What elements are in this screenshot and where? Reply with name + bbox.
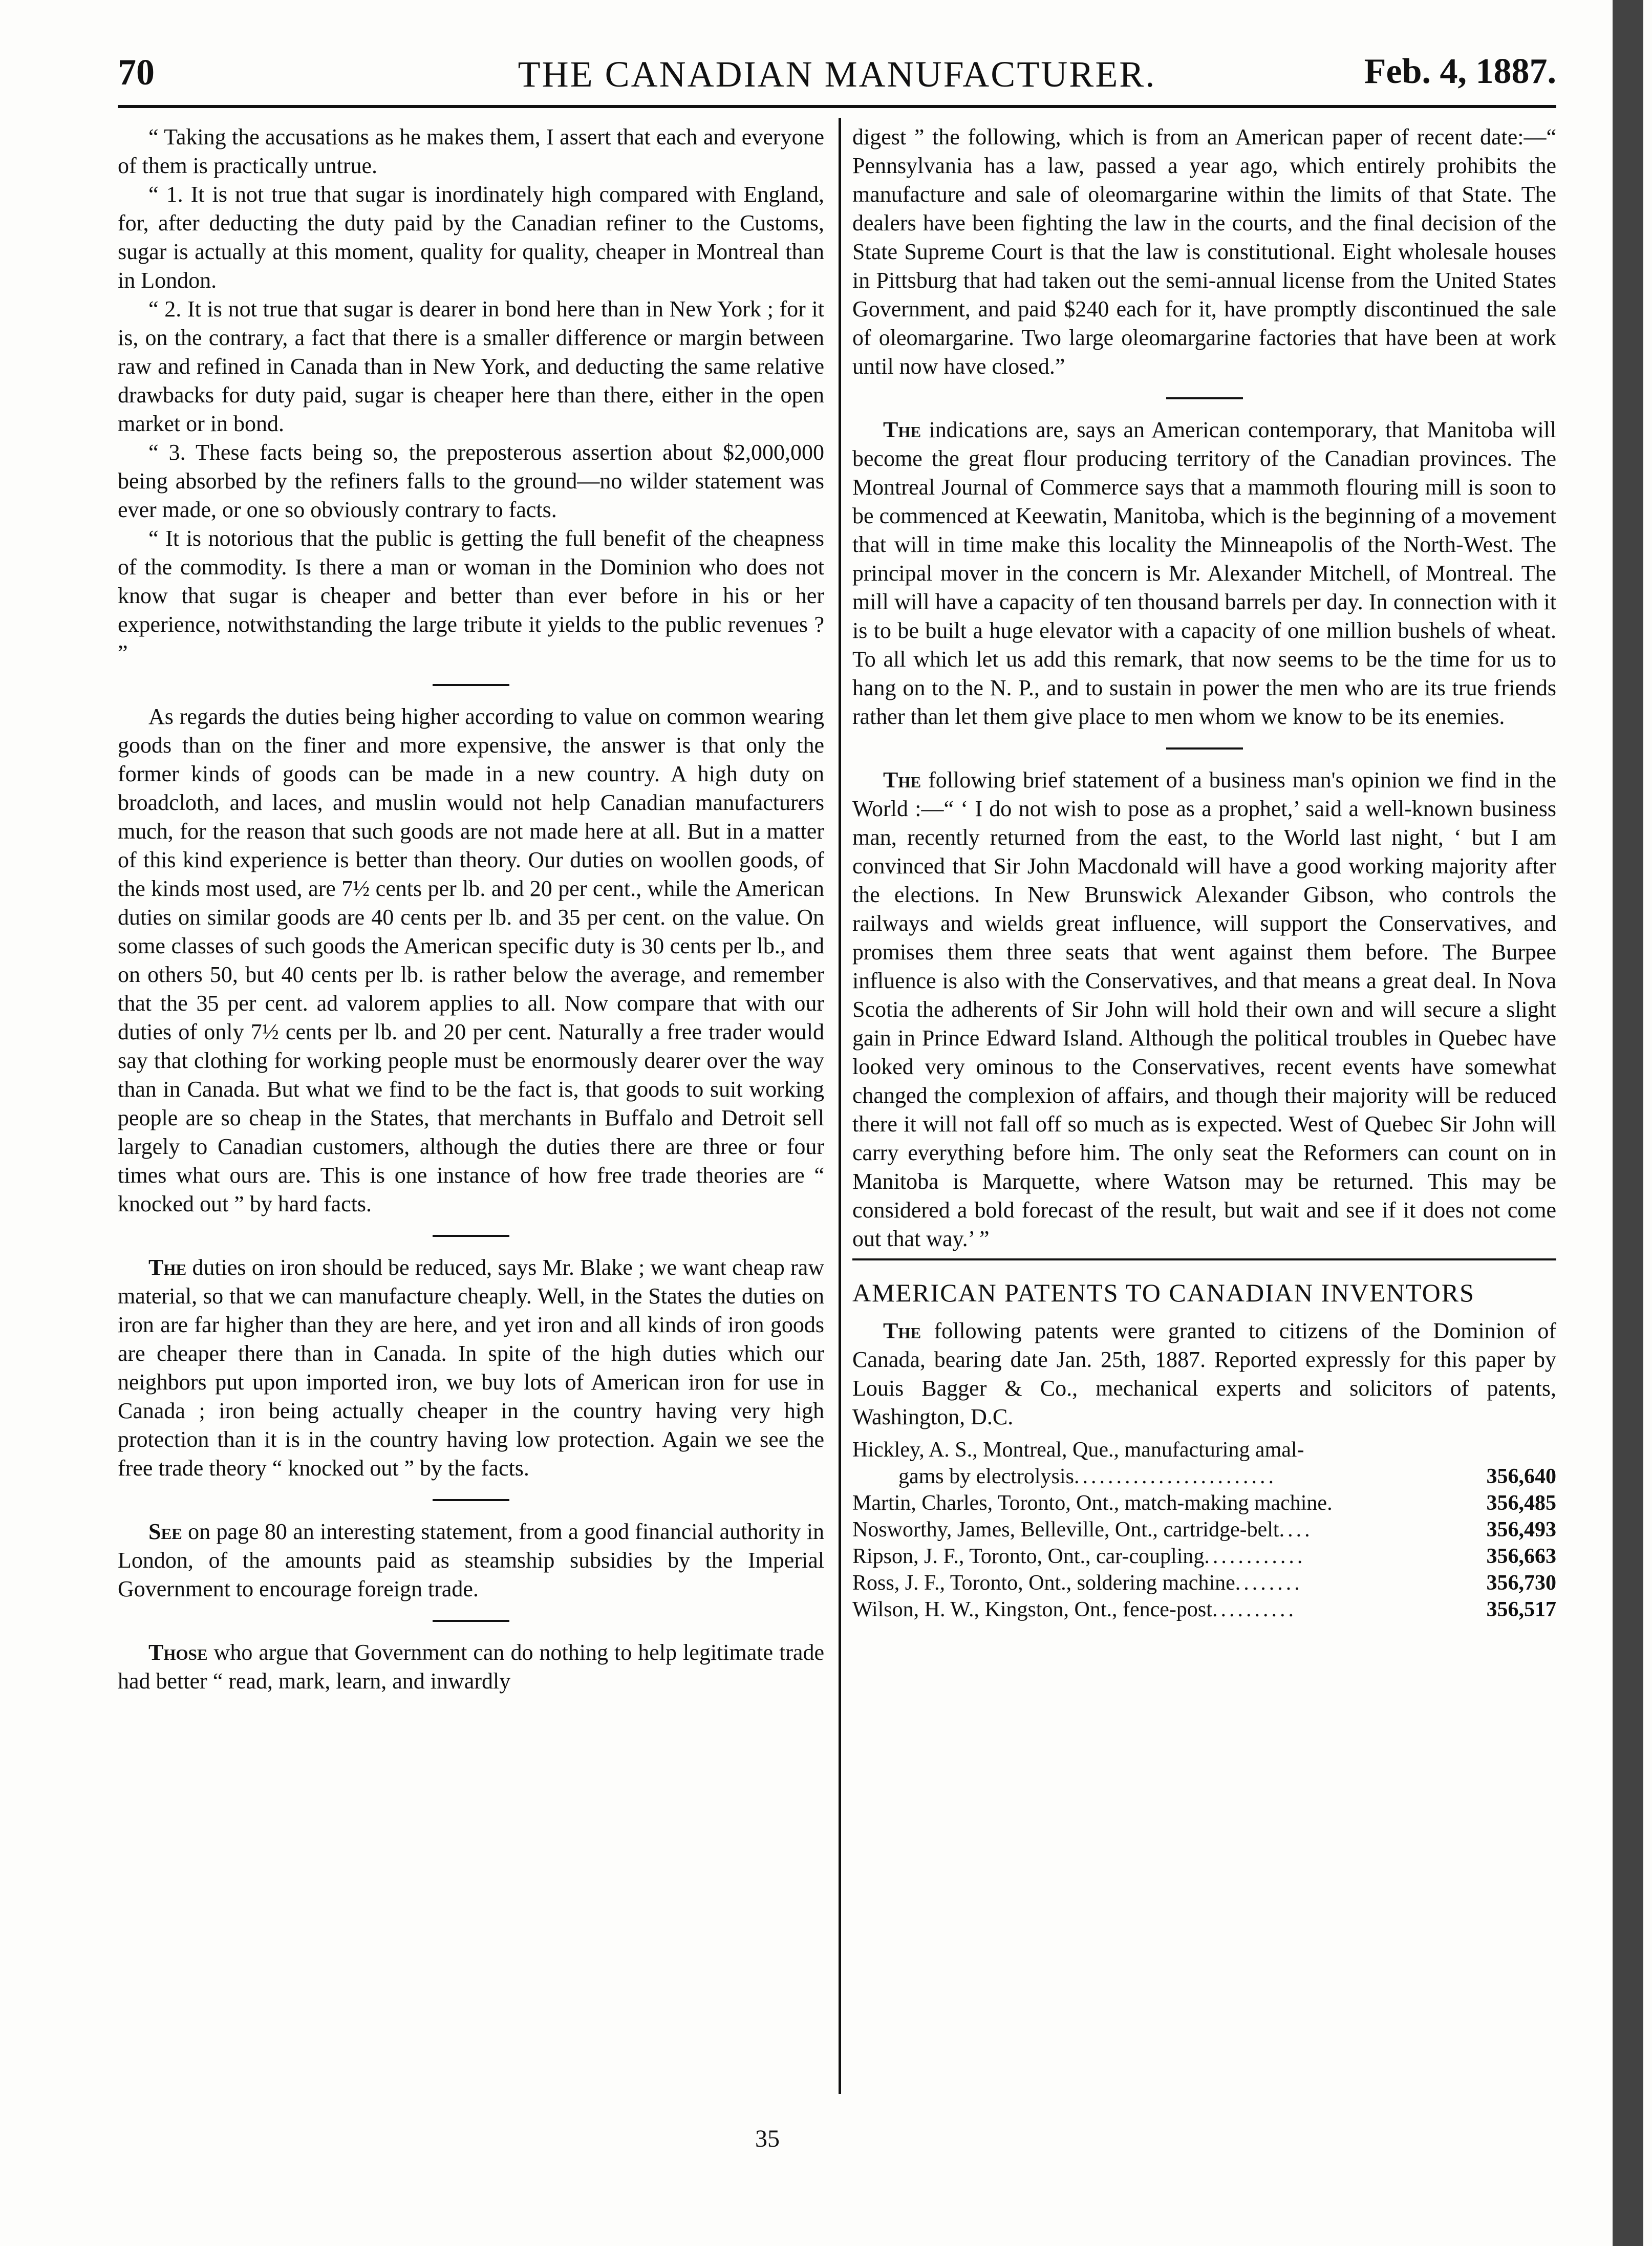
iron-paragraph [118, 1253, 824, 1483]
lead-word: See [148, 1519, 182, 1544]
digest-paragraph: digest ” the following, which is from an American paper of recent date:—“ Pennsylvania has a law, passed a year ago, which entirely prohibits the manufacture and sale of oleomargarine within the limits of that State. The dealers have been fighting the law in the courts, and the final decision of the State Supreme Court is that the law is constitutional. Eight wholesale houses in Pittsburg that had taken out the semi-annual license from the United States Government, and paid $240 each for it, have promptly discontinued the sale of oleomargarine. Two large oleomargarine factories that have been at work until now have closed.” [852, 124, 1556, 379]
patents-heading: AMERICAN PATENTS TO CANADIAN INVENTORS [852, 1278, 1475, 1307]
paragraph-body: duties on iron should be reduced, says Mr. Blake ; we want cheap raw material, so that we can manufacture cheaply. Well, in the States the duties on iron are far higher than they are here, and yet iron and all kinds of iron goods are cheaper there than in Canada. In spite of the high duties which our neighbors put upon imported iron, we buy lots of American iron for use in Canada ; iron being actually cheaper in the country having very high protection than it is in the country having low protection. Again we see the free trade theory “ knocked out ” by the facts. [118, 1255, 824, 1481]
patent-number: 356,640 [1486, 1465, 1556, 1488]
section-divider [1166, 747, 1243, 750]
patent-number: 356,517 [1486, 1598, 1556, 1621]
paragraph-body: following patents were granted to citizens of the Dominion of Canada, bearing date Jan. 25th, 1887. Reported expressly for this paper by Louis Bagger & Co., mechanical experts and solicitors of patents, Washington, D.C. [852, 1318, 1556, 1429]
lead-word: The [883, 767, 921, 793]
paragraph-body: who argue that Government can do nothing to help legitimate trade had better “ read, mark, learn, and inwardly [118, 1640, 824, 1694]
lead-word: The [883, 1318, 921, 1343]
paragraph-body: indications are, says an American contemporary, that Manitoba will become the great flour producing territory of the Canadian provinces. The Montreal Journal of Commerce says that a mammoth flouring mill is soon to be commenced at Keewatin, Manitoba, which is the beginning of a movement that will in time make this locality the Minneapolis of the North-West. The principal mover in the concern is Mr. Alexander Mitchell, of Montreal. The mill will have a capacity of ten thousand barrels per day. In connection with it is to be built a huge elevator with a capacity of one million bushels of wheat. To all which let us add this remark, that now seems to be the time for us to hang on to the N. P., and to sustain in power the men who are its true friends rather than let them give place to men whom we know to be its enemies. [852, 417, 1556, 729]
leader-dots: ........................ [1074, 1465, 1277, 1488]
manitoba-paragraph [852, 416, 1556, 731]
page-number: 70 [118, 52, 155, 93]
patent-number: 356,493 [1486, 1518, 1556, 1542]
patent-name: Wilson, H. W., Kingston, Ont., fence-post [852, 1598, 1212, 1621]
right-column [852, 123, 1556, 1623]
section-divider [433, 1499, 509, 1501]
opinion-paragraph [852, 766, 1556, 1253]
quote-point-2: “ 2. It is not true that sugar is dearer in bond here than in New York ; for it is, on the contrary, a fact that there is a smaller difference or margin between raw and refined in Canada than in New York, and deducting the same relative drawbacks for duty paid, sugar is cheaper here than there, either in the open market or in bond. [118, 296, 824, 436]
section-divider [1166, 397, 1243, 399]
see-paragraph [118, 1517, 824, 1603]
leader-dots: ........ [1235, 1571, 1303, 1595]
patent-name: Martin, Charles, Toronto, Ont., match-making machine. [852, 1491, 1333, 1515]
paragraph-body: on page 80 an interesting statement, from a good financial authority in London, of the amounts paid as steamship subsidies by the Imperial Government to encourage foreign trade. [118, 1519, 824, 1601]
lead-word: Those [148, 1640, 208, 1665]
patent-entry [852, 1437, 1556, 1490]
lead-word: The [883, 417, 921, 442]
those-paragraph [118, 1638, 824, 1696]
patent-name: Nosworthy, James, Belleville, Ont., cartridge-belt [852, 1518, 1279, 1542]
paragraph-body: following brief statement of a business man's opinion we find in the World :—“ ‘ I do not wish to pose as a prophet,’ said a well-known business man, recently returned from the east, to the World last night, ‘ but I am convinced that Sir John Macdonald will have a good working majority after the elections. In New Brunswick Alexander Gibson, who controls the railways and wields great influence, will support the Conservatives, and promises them three seats that went against them before. The Burpee influence is also with the Conservatives, and that means a great deal. In Nova Scotia the adherents of Sir John will hold their own and will secure a slight gain in Prince Edward Island. Although the political troubles in Quebec have looked very ominous to the Conservatives, recent events have somewhat changed the complexion of affairs, and though their majority will be reduced there it will not fall off so much as is expected. West of Quebec Sir John will carry everything before him. The only seat the Reformers can count on in Manitoba is Marquette, where Watson may be returned. This may be considered a bold forecast of the result, but wait and see if it does not come out that way.’ ” [852, 767, 1556, 1251]
leader-dots: .... [1279, 1518, 1313, 1542]
patent-name-continued: gams by electrolysis [898, 1465, 1074, 1488]
column-divider [839, 118, 841, 2094]
section-divider [433, 1620, 509, 1622]
patent-number: 356,730 [1486, 1571, 1556, 1595]
duties-paragraph: As regards the duties being higher according to value on common wearing goods than on the finer and more expensive, the answer is that only the former kinds of goods can be made in a new country. A high duty on broadcloth, and laces, and muslin would not help Canadian manufacturers much, for the reason that such goods are not made here at all. But in a matter of this kind experience is better than theory. Our duties on woollen goods, of the kinds most used, are 7½ cents per lb. and 20 per cent., while the American duties on similar goods are 40 cents per lb. and 35 per cent. on the value. On some classes of such goods the American specific duty is 30 cents per lb., and on others 50, but 40 cents per lb. is rather below the average, and remember that the 35 per cent. ad valorem applies to all. Now compare that with our duties of only 7½ cents per lb. and 20 per cent. Naturally a free trader would say that clothing for working people must be enormously dearer over the way than in Canada. But what we find to be the fact is, that goods to suit working people are so cheap in the States, that merchants in Buffalo and Detroit sell largely to Canadian customers, although the duties there are three or four times what ours are. This is one instance of how free trade theories are “ knocked out ” by hard facts. [118, 704, 824, 1216]
patent-continuation [852, 1463, 1556, 1490]
scan-edge-shadow [1613, 0, 1643, 2246]
page-header [118, 41, 1556, 108]
header-rule [118, 105, 1556, 108]
patent-name: Ripson, J. F., Toronto, Ont., car-coupling [852, 1545, 1205, 1568]
patents-intro [852, 1317, 1556, 1431]
leader-dots: ............ [1204, 1545, 1306, 1568]
left-column [118, 123, 824, 1696]
patent-entry [852, 1543, 1556, 1570]
patent-name: Hickley, A. S., Montreal, Que., manufacturing amal- [852, 1438, 1304, 1462]
patent-name: Ross, J. F., Toronto, Ont., soldering machine [852, 1571, 1235, 1595]
section-divider [433, 1235, 509, 1237]
patent-entry [852, 1570, 1556, 1596]
patent-entry [852, 1596, 1556, 1623]
issue-date: Feb. 4, 1887. [1364, 52, 1556, 91]
lead-word: The [148, 1255, 187, 1280]
patent-entry [852, 1516, 1556, 1543]
sheet-number: 35 [755, 2125, 780, 2152]
patent-number: 356,485 [1486, 1491, 1556, 1515]
patents-list [852, 1437, 1556, 1623]
publication-title: THE CANADIAN MANUFACTURER. [518, 54, 1156, 95]
patent-number: 356,663 [1486, 1545, 1556, 1568]
leader-dots: .......... [1212, 1598, 1297, 1621]
section-divider [433, 684, 509, 686]
quote-point-3: “ 3. These facts being so, the preposterous assertion about $2,000,000 being absorbed by the refiners falls to the ground—no wilder statement was ever made, or one so obviously contrary to facts. [118, 440, 824, 522]
heading-rule [852, 1258, 1556, 1260]
quote-point-4: “ It is notorious that the public is getting the full benefit of the cheapness of the commodity. Is there a man or woman in the Dominion who does not know that sugar is cheaper and better than ever before in his or her experience, notwithstanding the large tribute it yields to the public revenues ? ” [118, 526, 824, 666]
patent-entry [852, 1490, 1556, 1516]
quote-intro: “ Taking the accusations as he makes them, I assert that each and everyone of them is practically untrue. [118, 124, 824, 178]
quote-point-1: “ 1. It is not true that sugar is inordinately high compared with England, for, after deducting the duty paid by the Canadian refiner to the Customs, sugar is actually at this moment, quality for quality, cheaper in Montreal than in London. [118, 182, 824, 293]
